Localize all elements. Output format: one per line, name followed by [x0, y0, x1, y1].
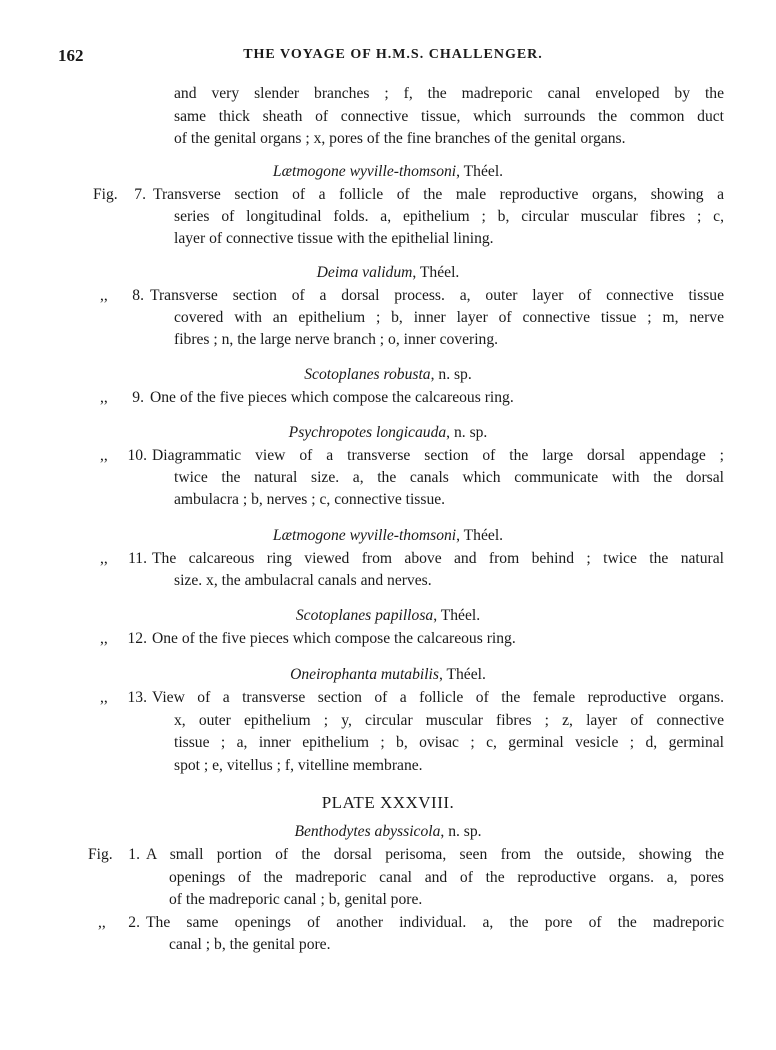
figure-number: 13.: [127, 689, 147, 706]
caption-line: fibres ; n, the large nerve branch ; o, inner covering.: [174, 331, 499, 348]
caption-line: One of the five pieces which compose the calcareous ring.: [152, 630, 516, 647]
species-heading: [0, 526, 776, 546]
species-authority: , Théel.: [438, 666, 486, 683]
caption-line: Transverse section of a dorsal process. a, outer layer of connective tissue: [150, 287, 724, 304]
species-name: Scotoplanes robusta: [304, 366, 431, 383]
species-name: Deima validum: [316, 264, 413, 281]
figure-label: ,,: [100, 550, 108, 567]
species-name: Scotoplanes papillosa: [295, 607, 434, 624]
caption-line: The calcareous ring viewed from above and from behind ; twice the natural: [152, 550, 724, 567]
caption-line: layer of connective tissue with the epithelial lining.: [174, 230, 494, 247]
caption-line: A small portion of the dorsal perisoma, seen from the outside, showing the: [146, 846, 724, 863]
species-authority: , n. sp.: [430, 366, 472, 383]
figure-label: ,,: [100, 689, 108, 706]
species-authority: , Théel.: [433, 607, 481, 624]
figure-label: ,,: [100, 630, 108, 647]
caption-line: Diagrammatic view of a transverse section of the large dorsal appendage ;: [152, 447, 724, 464]
caption-line: series of longitudinal folds. a, epithelium ; b, circular muscular fibres ; c,: [174, 208, 724, 225]
figure-label: ,,: [100, 287, 108, 304]
page-header: [58, 46, 728, 68]
plate-title: PLATE XXXVIII.: [321, 793, 455, 812]
caption-line: covered with an epithelium ; b, inner layer of connective tissue ; m, nerve: [174, 309, 724, 326]
figure-number: 8.: [132, 287, 144, 304]
caption-line: x, outer epithelium ; y, circular muscular fibres ; z, layer of connective: [174, 712, 724, 729]
species-authority: , Théel.: [456, 163, 504, 180]
species-heading: [0, 263, 776, 283]
species-name: Benthodytes abyssicola: [294, 823, 441, 840]
caption-line: size. x, the ambulacral canals and nerves.: [174, 572, 432, 589]
species-name: Psychropotes longicauda: [288, 424, 447, 441]
species-authority: , Théel.: [456, 527, 504, 544]
species-heading: [0, 423, 776, 443]
species-authority: , Théel.: [412, 264, 460, 281]
figure-number: 10.: [127, 447, 147, 464]
caption-line: spot ; e, vitellus ; f, vitelline membrane.: [174, 757, 423, 774]
species-heading: [0, 822, 776, 842]
caption-line: View of a transverse section of a follicle of the female reproductive organs.: [152, 689, 724, 706]
species-heading: [0, 162, 776, 182]
caption-line: The same openings of another individual. a, the pore of the madreporic: [146, 914, 724, 931]
caption-line: twice the natural size. a, the canals which communicate with the dorsal: [174, 469, 724, 486]
figure-number: 12.: [127, 630, 147, 647]
species-name: Lætmogone wyville-thomsoni: [272, 527, 457, 544]
figure-number: 11.: [128, 550, 147, 567]
caption-line: Transverse section of a follicle of the male reproductive organs, showing a: [153, 186, 724, 203]
intro-line: and very slender branches ; f, the madreporic canal enveloped by the: [174, 85, 724, 102]
species-heading: [0, 606, 776, 626]
figure-label: Fig.: [93, 186, 118, 203]
species-name: Oneirophanta mutabilis: [290, 666, 439, 683]
figure-number: 7.: [134, 186, 146, 203]
figure-number: 2.: [128, 914, 140, 931]
caption-line: canal ; b, the genital pore.: [169, 936, 331, 953]
species-authority: , n. sp.: [446, 424, 488, 441]
species-authority: , n. sp.: [440, 823, 482, 840]
intro-line: of the genital organs ; x, pores of the fine branches of the genital organs.: [174, 130, 626, 147]
caption-line: of the madreporic canal ; b, genital pore.: [169, 891, 423, 908]
intro-line: same thick sheath of connective tissue, which surrounds the common duct: [174, 108, 724, 125]
page-number: 162: [58, 46, 84, 65]
running-head: THE VOYAGE OF H.M.S. CHALLENGER.: [243, 47, 543, 62]
species-name: Lætmogone wyville-thomsoni: [272, 163, 457, 180]
figure-number: 9.: [132, 389, 144, 406]
figure-label: ,,: [100, 447, 108, 464]
caption-line: openings of the madreporic canal and of the reproductive organs. a, pores: [169, 869, 724, 886]
caption-line: ambulacra ; b, nerves ; c, connective tissue.: [174, 491, 446, 508]
species-heading: [0, 665, 776, 685]
figure-label: ,,: [98, 914, 106, 931]
caption-line: One of the five pieces which compose the calcareous ring.: [150, 389, 514, 406]
figure-number: 1.: [128, 846, 140, 863]
figure-label: ,,: [100, 389, 108, 406]
figure-label: Fig.: [88, 846, 113, 863]
caption-line: tissue ; a, inner epithelium ; b, ovisac ; c, germinal vesicle ; d, germinal: [174, 734, 724, 751]
species-heading: [0, 365, 776, 385]
